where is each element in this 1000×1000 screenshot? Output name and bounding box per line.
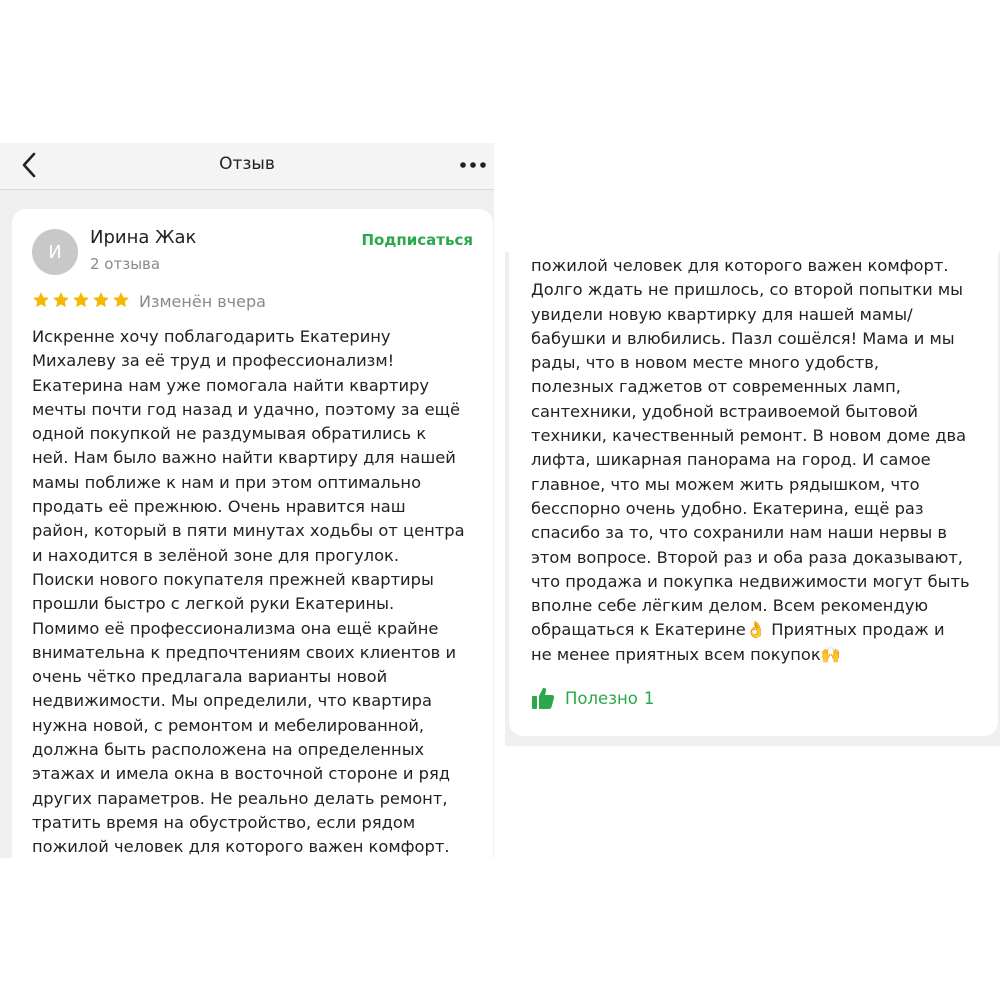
review-text-line: полезных гаджетов от современных ламп, xyxy=(531,377,901,397)
avatar[interactable]: И xyxy=(32,229,78,275)
review-text-line: главное, что мы можем жить рядышком, что xyxy=(531,474,920,494)
review-text-line: нужна новой, с ремонтом и мебелированной, xyxy=(32,715,425,735)
review-text-line: внимательна к предпочтениям своих клиентов и xyxy=(32,642,457,662)
review-text-line: рады, что в новом месте много удобств, xyxy=(531,353,880,373)
review-text-line: прошли быстро с легкой руки Екатерины. xyxy=(32,594,395,614)
thumbs-up-icon xyxy=(531,686,555,710)
review-text-line: и находится в зелёной зоне для прогулок. xyxy=(32,545,400,565)
review-text-line: очень чётко предлагала варианты новой xyxy=(32,667,388,687)
more-dots-icon xyxy=(459,161,487,169)
review-text-line: одной покупкой не раздумывая обратились к xyxy=(32,424,427,444)
review-text-line: пожилой человек для которого важен комфорт. xyxy=(531,256,949,275)
rating-stars xyxy=(32,291,130,309)
review-card xyxy=(12,209,493,858)
review-text-line: должна быть расположена на определенных xyxy=(32,740,425,760)
review-text xyxy=(32,325,487,858)
review-text-line: Помимо её профессионализма она ещё крайне xyxy=(32,618,439,638)
author-name[interactable]: Ирина Жак xyxy=(90,227,197,248)
review-text-line: техники, качественный ремонт. В новом доме два xyxy=(531,426,967,446)
review-card-continued xyxy=(509,252,998,736)
review-text-line: этом вопросе. Второй раз и оба раза доказывают, xyxy=(531,547,963,567)
author-reviews-count: 2 отзыва xyxy=(90,255,161,273)
page-title: Отзыв xyxy=(219,154,275,174)
star-icon xyxy=(52,291,70,309)
review-text-line: бесспорно очень удобно. Екатерина, ещё раз xyxy=(531,498,924,518)
review-text-line: лифта, шикарная панорама на город. И самое xyxy=(531,450,931,470)
review-text-line: Екатерина нам уже помогала найти квартиру xyxy=(32,375,430,395)
star-icon xyxy=(72,291,90,309)
review-text-line: спасибо за то, что сохранили нам наши нервы в xyxy=(531,523,947,543)
more-button[interactable] xyxy=(456,149,490,181)
star-icon xyxy=(92,291,110,309)
review-text-line: Долго ждать не пришлось, со второй попытки мы xyxy=(531,280,963,300)
review-text-line: увидели новую квартирку для нашей мамы/ xyxy=(531,304,913,324)
review-text-line: бабушки и влюбились. Пазл сошёлся! Мама и мы xyxy=(531,328,955,348)
review-text-line: вполне себе лёгким делом. Всем рекомендую xyxy=(531,596,929,616)
review-text-line: Поиски нового покупателя прежней квартиры xyxy=(32,569,434,589)
subscribe-button[interactable]: Подписаться xyxy=(361,231,473,249)
review-text-line: Михалеву за её труд и профессионализм! xyxy=(32,351,395,371)
helpful-label: Полезно xyxy=(565,688,638,708)
star-icon xyxy=(32,291,50,309)
left-screenshot xyxy=(0,143,494,858)
review-text-line: тратить время на обустройство, если рядом xyxy=(32,812,416,832)
review-text-line: продать её прежнюю. Очень нравится наш xyxy=(32,497,406,517)
edited-label: Изменён вчера xyxy=(139,292,266,311)
review-text-line: что продажа и покупка недвижимости могут быть xyxy=(531,571,970,591)
review-text-line: недвижимости. Мы определили, что квартира xyxy=(32,691,432,711)
review-text-line: район, который в пяти минутах ходьбы от центра xyxy=(32,521,465,541)
review-text-continued xyxy=(531,254,993,667)
review-text-line: мечты почти год назад и удачно, поэтому за ещё xyxy=(32,399,460,419)
review-text-line: ней. Нам было важно найти квартиру для нашей xyxy=(32,448,456,468)
review-text-line: этажах и имела окна в восточной стороне и ряд xyxy=(32,764,451,784)
review-text-line: Искренне хочу поблагодарить Екатерину xyxy=(32,327,391,346)
nav-bar xyxy=(0,143,494,190)
helpful-button[interactable] xyxy=(531,686,654,710)
helpful-count: 1 xyxy=(643,688,655,708)
review-text-line: мамы поближе к нам и при этом оптимально xyxy=(32,472,422,492)
review-text-line: сантехники, удобной встраивоемой бытовой xyxy=(531,401,918,421)
review-text-line: обращаться к Екатерине👌 Приятных продаж и xyxy=(531,620,945,640)
star-icon xyxy=(112,291,130,309)
right-screenshot xyxy=(505,252,1000,746)
review-text-line: не менее приятных всем покупок🙌 xyxy=(531,644,841,664)
review-text-line: других параметров. Не реально делать ремонт, xyxy=(32,788,448,808)
review-text-line: пожилой человек для которого важен комфорт. xyxy=(32,837,450,857)
